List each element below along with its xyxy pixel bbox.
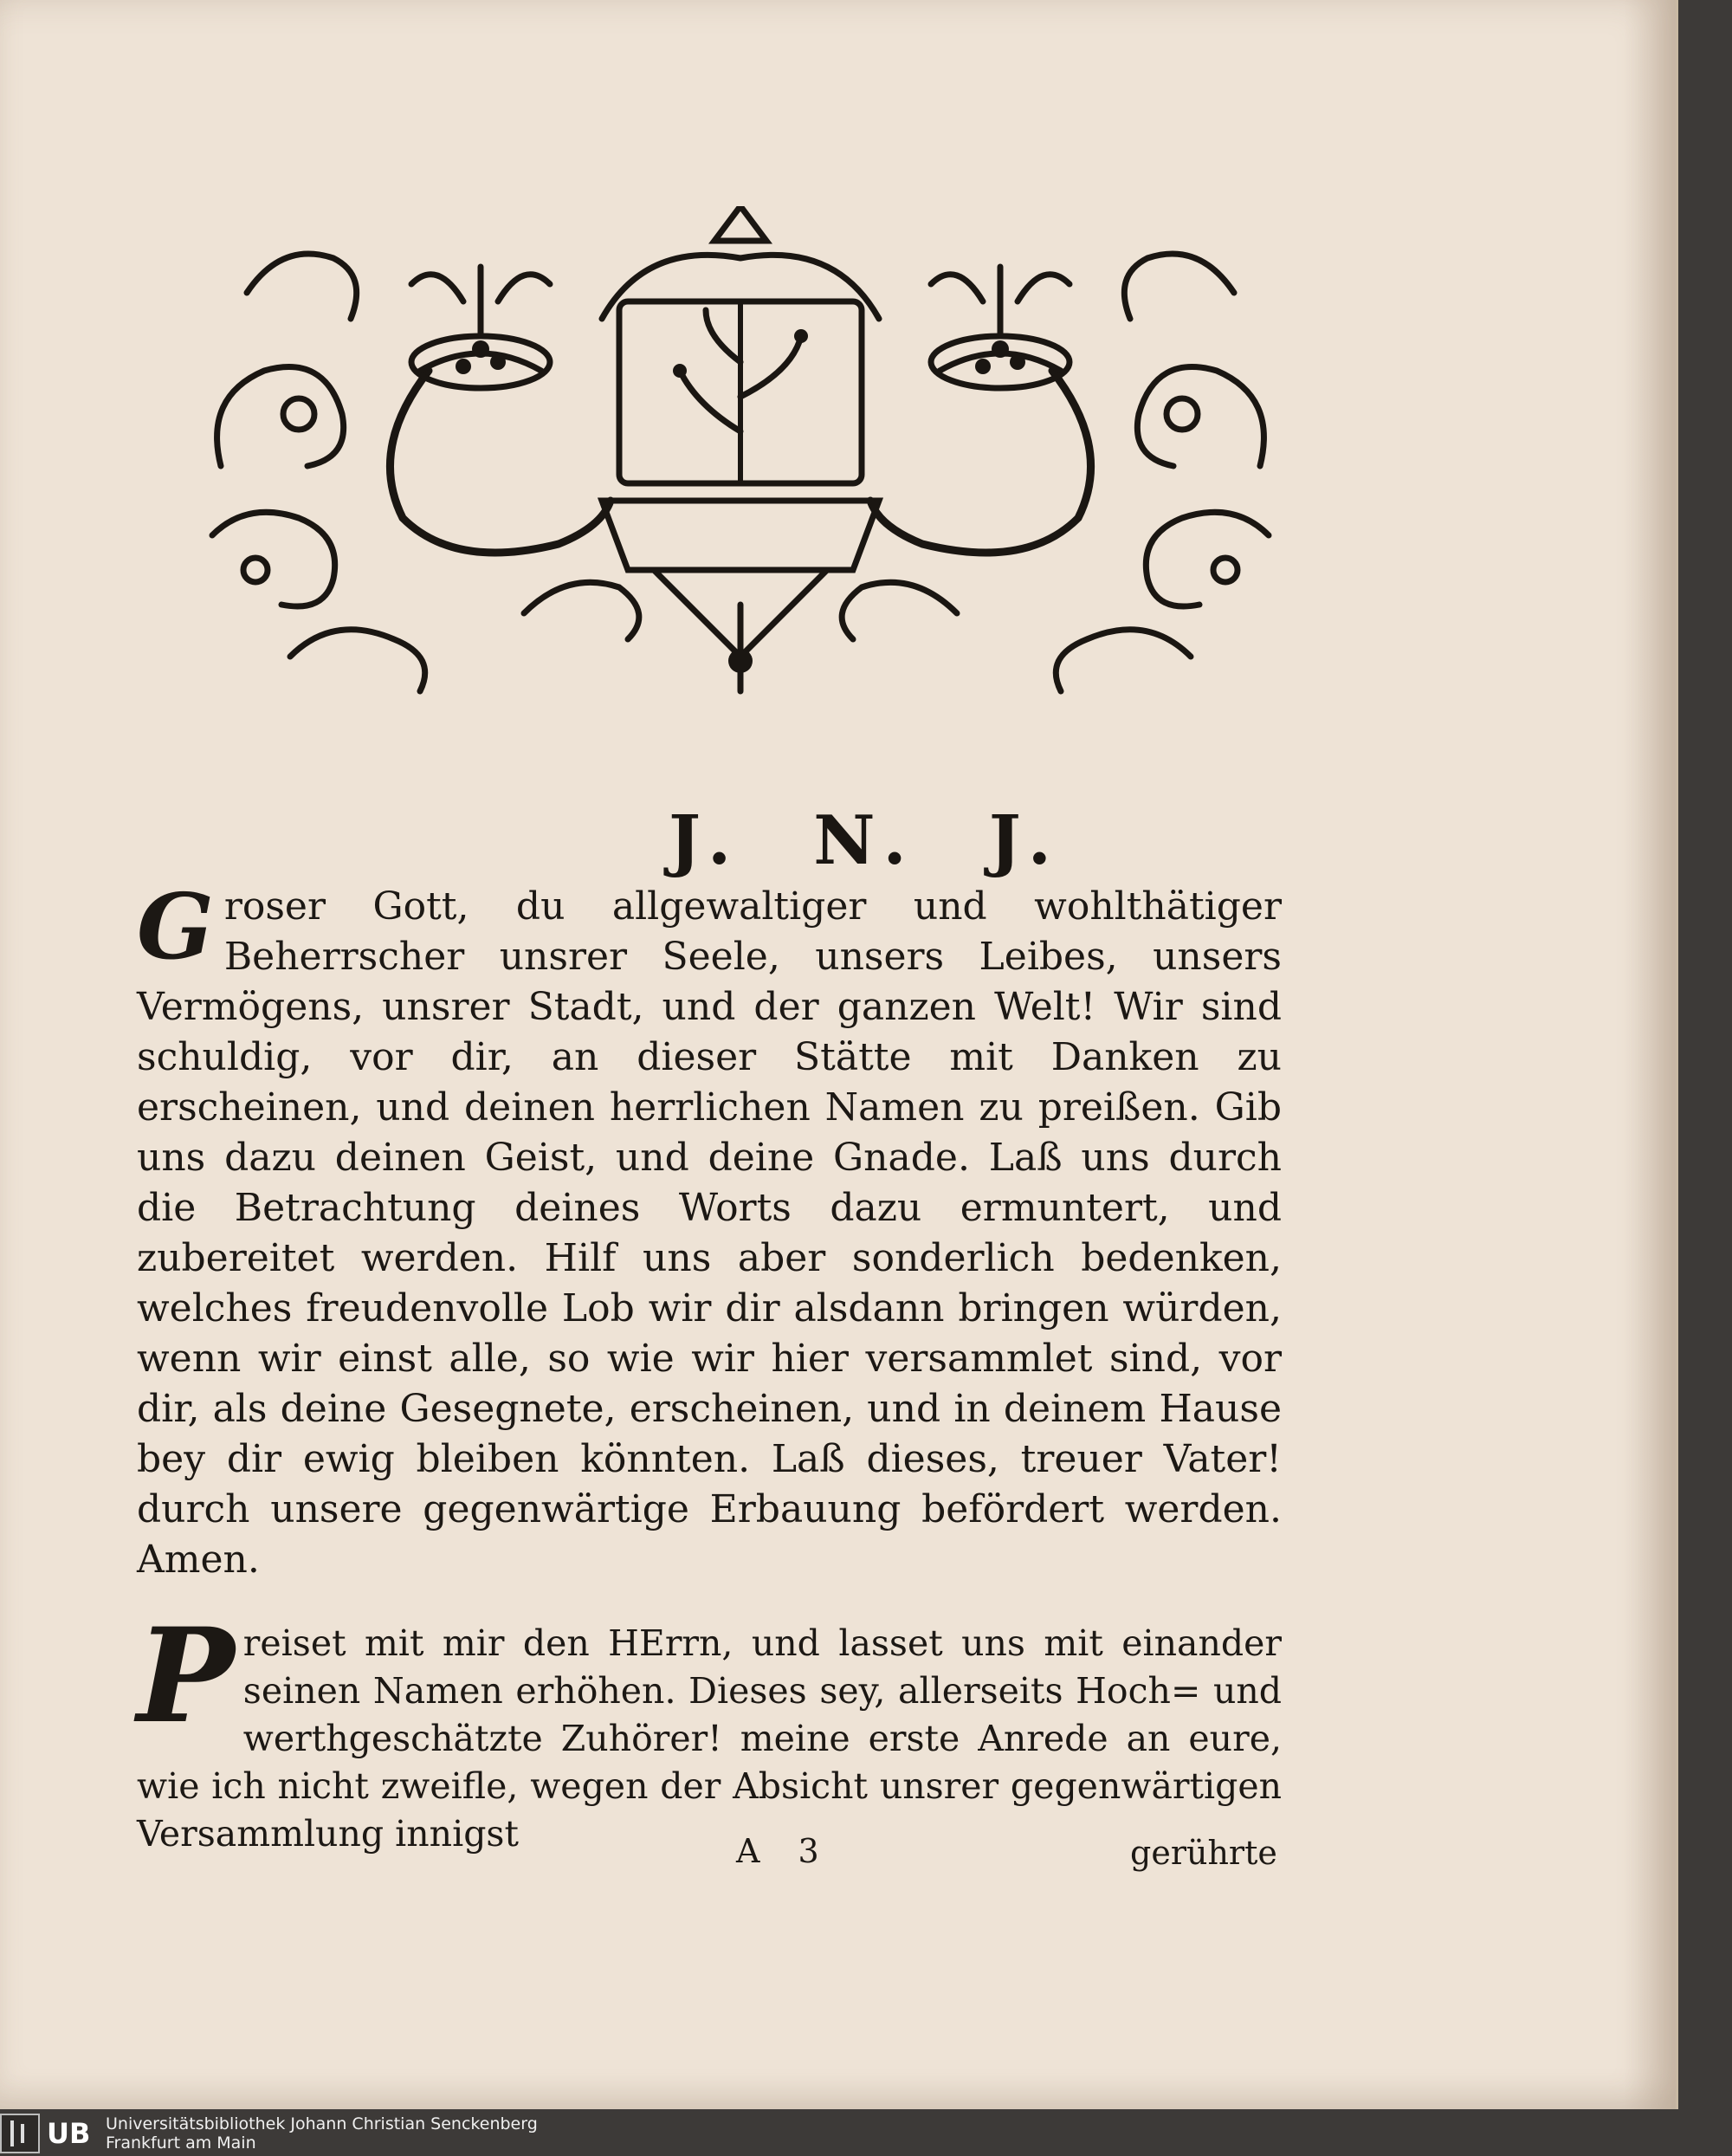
praise-dropcap: P [137, 1600, 235, 1752]
heading-jnj: J. N. J. [669, 801, 1063, 880]
catchword: gerührte [1130, 1834, 1277, 1872]
signature-mark: A 3 [736, 1832, 833, 1870]
institution-line-2: Frankfurt am Main [106, 2133, 256, 2153]
prayer-text: roser Gott, du allgewaltiger und wohlthätiger Beherrscher unsrer Seele, unsers Leibes, unsers Vermögens, unsrer Stadt, und der ganzen Welt! Wir sind schuldig, vor dir, an dieser Stätte mit Danken zu erscheinen, und deinen herrlichen Namen zu preißen. Gib uns dazu deinen Geist, und deine Gnade. Laß uns durch die Betrachtung deines Worts dazu ermuntert, und zubereitet werden. Hilf uns aber sonderlich bedenken, welches freudenvolle Lob wir dir alsdann bringen würden, wenn wir einst alle, so wie wir hier versammlet sind, vor dir, als deine Gesegnete, erscheinen, und in deinem Hause bey dir ewig bleiben könnten. Laß dieses, treuer Vater! durch unsere gegenwärtige Erbauung befördert werden. Amen. [137, 884, 1282, 1582]
institution-credit [106, 2114, 538, 2153]
opening-prayer-paragraph [137, 873, 1282, 1585]
sermon-opening-paragraph [137, 1600, 1282, 1858]
library-logo-icon [0, 2114, 40, 2153]
ub-logo [0, 2114, 97, 2153]
ub-logo-text: UB [47, 2117, 91, 2150]
praise-text: reiset mit mir den HErrn, und lasset uns mit einander seinen Namen erhöhen. Dieses sey, allerseits Hoch= und werthgeschätzte Zuhörer! meine erste Anrede an eure, wie ich nicht zweifle, wegen der Absicht unsrer gegenwärtigen Versammlung innigst [137, 1622, 1282, 1855]
institution-line-1: Universitätsbibliothek Johann Christian Senckenberg [106, 2114, 538, 2133]
ornamental-headpiece [195, 206, 1286, 726]
prayer-dropcap: G [137, 873, 214, 980]
